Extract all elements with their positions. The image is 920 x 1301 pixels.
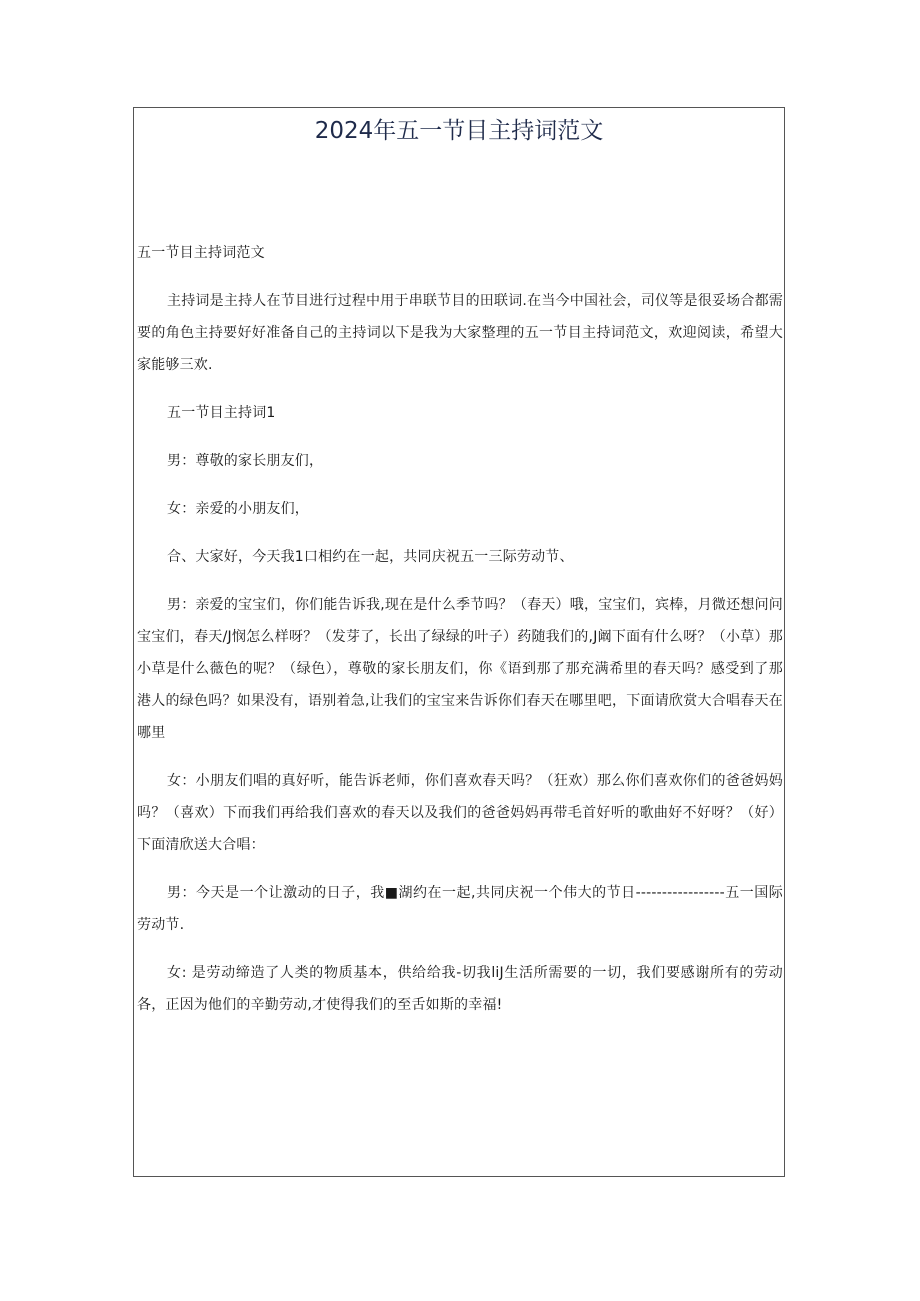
dialogue-line: 女：亲爱的小朋友们， [167, 501, 309, 517]
document-title: 2024年五一节目主持词范文 [314, 118, 604, 144]
script-heading: 五一节目主持词1 [167, 405, 276, 421]
section-heading: 五一节目主持词范文 [137, 245, 265, 261]
dialogue-line: 女: 是劳动缔造了人类的物质基本，供给给我-切我liJ生活所需要的一切，我们要感谢所有的劳动各，正因为他们的辛勤劳动,才使得我们的至舌如斯的幸福! [137, 965, 783, 1013]
dialogue-line: 合、大家好，今天我1口相约在一起，共同庆祝五一三际劳动节、 [167, 549, 574, 565]
dialogue-line: 女：小朋友们唱的真好听，能告诉老师，你们喜欢春天吗？（狂欢）那么你们喜欢你们的爸爸妈妈吗？（喜欢）下而我们再给我们喜欢的春天以及我们的爸爸妈妈再带毛首好听的歌曲好不好呀？（好）下面清欣送大合唱： [137, 773, 783, 853]
document-body [137, 237, 783, 1037]
intro-paragraph: 主持词是主持人在节目进行过程中用于串联节目的田联词.在当今中国社会，司仪等是很妥场合都需要的角色主持要好好准备自己的主持词以下是我为大家整理的五一节目主持词范文，欢迎阅读，希望大家能够三欢. [137, 293, 783, 373]
dialogue-line: 男：尊敬的家长朋友们， [167, 453, 324, 469]
dialogue-line: 男：今天是一个让激动的日子，我■湖约在一起,共同庆祝一个伟大的节日-----------------五一国际劳动节. [137, 885, 783, 933]
dialogue-line: 男：亲爱的宝宝们，你们能告诉我,现在是什么季节吗？（春天）哦，宝宝们，宾棒，月微还想问问宝宝们，春天/J悯怎么样呀？（发芽了，长出了绿绿的叶子）药随我们的,J阚下面有什么呀？（小草）那小草是什么薇色的呢？（绿色），尊敬的家长朋友们，你《语到那了那充满希里的春天吗？感受到了那港人的绿色吗？如果没有，语别着急,让我们的宝宝来告诉你们春天在哪里吧，下面请欣赏大合唱春天在哪里 [137, 597, 783, 741]
